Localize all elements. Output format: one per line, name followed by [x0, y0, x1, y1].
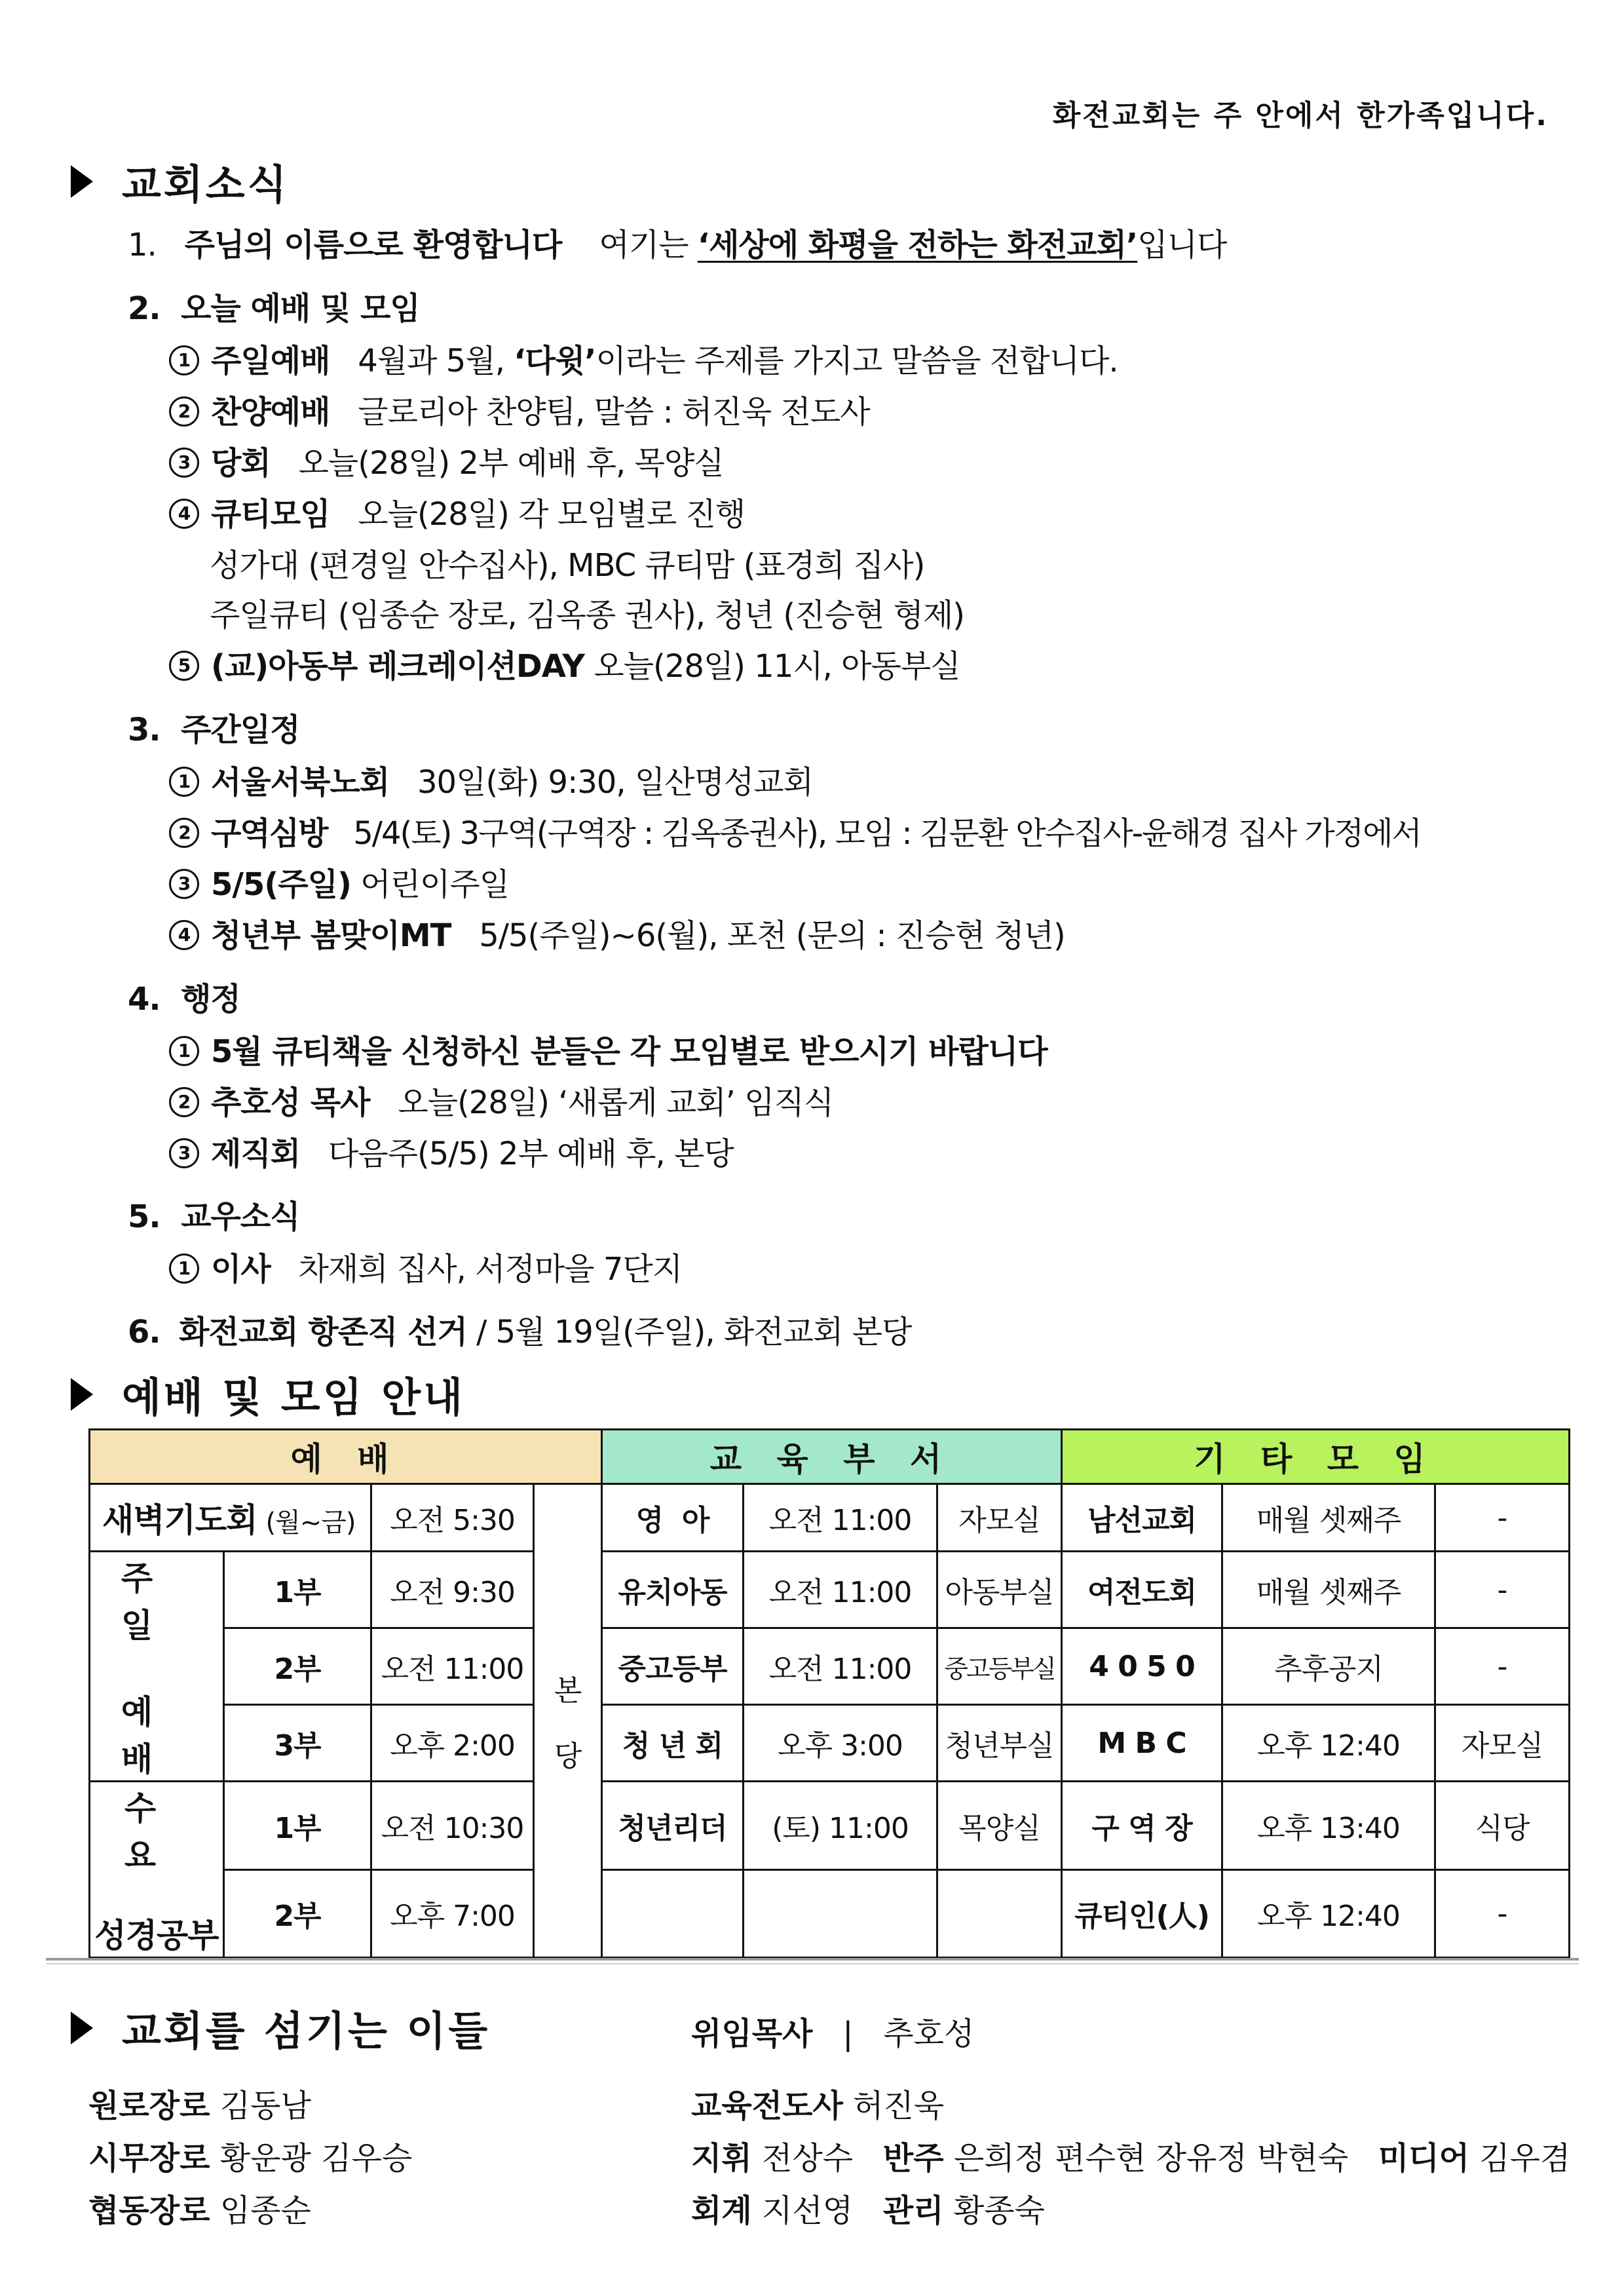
other-name: 큐티인(人) — [1062, 1869, 1222, 1958]
service-time: 오전 10:30 — [371, 1782, 534, 1870]
edu-time: 오전 11:00 — [744, 1628, 937, 1705]
servants-title: 교회를 섬기는 이들 — [122, 2007, 491, 2055]
edu-name: 중고등부 — [602, 1628, 744, 1705]
edu-time: 오후 3:00 — [744, 1705, 937, 1782]
other-name: 여전도회 — [1062, 1552, 1222, 1628]
other-time: 오후 13:40 — [1222, 1782, 1435, 1870]
schedule-title: 예배 및 모임 안내 — [122, 1373, 465, 1421]
other-room: 자모실 — [1435, 1705, 1570, 1782]
triangle-bullet-icon — [71, 1378, 93, 1411]
edu-name: 청년리더 — [602, 1782, 744, 1870]
header-education: 교 육 부 서 — [602, 1430, 1062, 1484]
news-item-2-sub-2: 2 찬양예배 글로리아 찬양팀, 말씀 : 허진욱 전도사 — [169, 387, 870, 432]
header-worship: 예 배 — [90, 1430, 602, 1484]
news-item-3-sub-1: 1 서울서북노회 30일(화) 9:30, 일산명성교회 — [169, 757, 813, 802]
table-row — [90, 1628, 1570, 1705]
schedule-table — [88, 1428, 1570, 1959]
other-name: M B C — [1062, 1705, 1222, 1782]
cooperating-elder: 협동장로 임종순 — [88, 2192, 311, 2229]
triangle-bullet-icon — [71, 2012, 93, 2044]
edu-name: 유치아동 — [602, 1552, 744, 1628]
other-room: - — [1435, 1484, 1570, 1552]
senior-pastor: 위임목사 | 추호성 — [691, 2016, 975, 2052]
edu-name: 청 년 회 — [602, 1705, 744, 1782]
news-item-2-sub-4: 4 큐티모임 오늘(28일) 각 모임별로 진행 — [169, 489, 745, 534]
other-room: - — [1435, 1628, 1570, 1705]
news-item-4-sub-1: 1 5월 큐티책을 신청하신 분들은 각 모임별로 받으시기 바랍니다 — [169, 1026, 1048, 1071]
edu-room: 청년부실 — [937, 1705, 1062, 1782]
other-name: 4 0 5 0 — [1062, 1628, 1222, 1705]
edu-room: 중고등부실 — [937, 1628, 1062, 1705]
dawn-prayer-label: 새벽기도회 (월~금) — [90, 1484, 371, 1552]
table-row — [90, 1782, 1570, 1870]
table-header-row — [90, 1430, 1570, 1484]
empty-cell — [937, 1869, 1062, 1958]
news-item-5-title: 5. 교우소식 — [128, 1198, 300, 1235]
place-main-hall: 본 당 — [534, 1484, 602, 1958]
church-tagline: 화전교회는 주 안에서 한가족입니다. — [1052, 99, 1549, 132]
edu-name: 영 아 — [602, 1484, 744, 1552]
other-time: 매월 셋째주 — [1222, 1552, 1435, 1628]
section-title-news — [71, 152, 290, 210]
news-item-5-sub-1: 1 이사 차재희 집사, 서정마을 7단지 — [169, 1244, 682, 1289]
other-time: 매월 셋째주 — [1222, 1484, 1435, 1552]
service-part: 2부 — [224, 1628, 371, 1705]
section-divider-shadow — [46, 1963, 1579, 1964]
other-room: - — [1435, 1552, 1570, 1628]
edu-time: 오전 11:00 — [744, 1484, 937, 1552]
table-row — [90, 1869, 1570, 1958]
other-name: 구 역 장 — [1062, 1782, 1222, 1870]
edu-time: (토) 11:00 — [744, 1782, 937, 1870]
service-part: 3부 — [224, 1705, 371, 1782]
news-item-3-title: 3. 주간일정 — [128, 712, 300, 748]
dawn-prayer-time: 오전 5:30 — [371, 1484, 534, 1552]
qt-groups-line-2: 주일큐티 (임종순 장로, 김옥종 권사), 청년 (진승현 형제) — [210, 597, 964, 634]
edu-room: 아동부실 — [937, 1552, 1062, 1628]
other-time: 오후 12:40 — [1222, 1869, 1435, 1958]
sunday-worship-label: 주 일 예 배 — [90, 1552, 224, 1782]
education-evangelist: 교육전도사 허진욱 — [691, 2088, 945, 2124]
edu-room: 자모실 — [937, 1484, 1062, 1552]
news-item-3-sub-2: 2 구역심방 5/4(토) 3구역(구역장 : 김옥종권사), 모임 : 김문환 안수집사-윤해경 집사 가정에서 — [169, 808, 1421, 853]
elder-emeritus: 원로장로 김동남 — [88, 2088, 311, 2124]
empty-cell — [602, 1869, 744, 1958]
admin-staff: 회계 지선영 관리 황종숙 — [691, 2192, 1046, 2229]
other-time: 오후 12:40 — [1222, 1705, 1435, 1782]
news-item-4-sub-2: 2 추호성 목사 오늘(28일) ‘새롭게 교회’ 임직식 — [169, 1077, 833, 1122]
news-item-2-sub-3: 3 당회 오늘(28일) 2부 예배 후, 목양실 — [169, 438, 724, 483]
service-time: 오후 7:00 — [371, 1869, 534, 1958]
section-title-schedule — [71, 1365, 465, 1423]
service-part: 1부 — [224, 1552, 371, 1628]
service-time: 오전 9:30 — [371, 1552, 534, 1628]
qt-groups-line-1: 성가대 (편경일 안수집사), MBC 큐티맘 (표경희 집사) — [210, 547, 925, 584]
active-elders: 시무장로 황운광 김우승 — [88, 2140, 413, 2177]
table-row — [90, 1484, 1570, 1552]
service-time: 오전 11:00 — [371, 1628, 534, 1705]
section-divider — [46, 1958, 1579, 1961]
news-item-2-sub-1: 1 주일예배 4월과 5월, ‘다윗’이라는 주제를 가지고 말씀을 전합니다. — [169, 335, 1118, 381]
other-room: 식당 — [1435, 1782, 1570, 1870]
table-row — [90, 1705, 1570, 1782]
service-part: 1부 — [224, 1782, 371, 1870]
news-item-4-sub-3: 3 제직회 다음주(5/5) 2부 예배 후, 본당 — [169, 1128, 734, 1174]
service-part: 2부 — [224, 1869, 371, 1958]
header-other: 기 타 모 임 — [1062, 1430, 1570, 1484]
edu-room: 목양실 — [937, 1782, 1062, 1870]
news-item-6: 6. 화전교회 항존직 선거 / 5월 19일(주일), 화전교회 본당 — [128, 1314, 912, 1350]
service-time: 오후 2:00 — [371, 1705, 534, 1782]
section-title-servants — [71, 1999, 490, 2057]
news-item-3-sub-3: 3 5/5(주일) 어린이주일 — [169, 859, 509, 904]
other-room: - — [1435, 1869, 1570, 1958]
other-name: 남선교회 — [1062, 1484, 1222, 1552]
news-item-3-sub-4: 4 청년부 봄맞이MT 5/5(주일)~6(월), 포천 (문의 : 진승현 청년) — [169, 910, 1065, 955]
wednesday-bible-study-label: 수 요 성경공부 — [90, 1782, 224, 1958]
edu-time: 오전 11:00 — [744, 1552, 937, 1628]
news-item-1: 1. 주님의 이름으로 환영합니다 여기는 ‘세상에 화평을 전하는 화전교회’입니다 — [128, 227, 1227, 263]
triangle-bullet-icon — [71, 165, 93, 198]
music-staff: 지휘 전상수 반주 은희정 편수현 장유정 박현숙 미디어 김우겸 — [691, 2140, 1571, 2177]
empty-cell — [744, 1869, 937, 1958]
news-title: 교회소식 — [122, 161, 290, 208]
news-item-4-title: 4. 행정 — [128, 981, 240, 1018]
news-item-2-title: 2. 오늘 예배 및 모임 — [128, 290, 420, 327]
table-row — [90, 1552, 1570, 1628]
other-time: 추후공지 — [1222, 1628, 1435, 1705]
news-item-2-sub-5: 5 (교)아동부 레크레이션DAY 오늘(28일) 11시, 아동부실 — [169, 641, 960, 686]
